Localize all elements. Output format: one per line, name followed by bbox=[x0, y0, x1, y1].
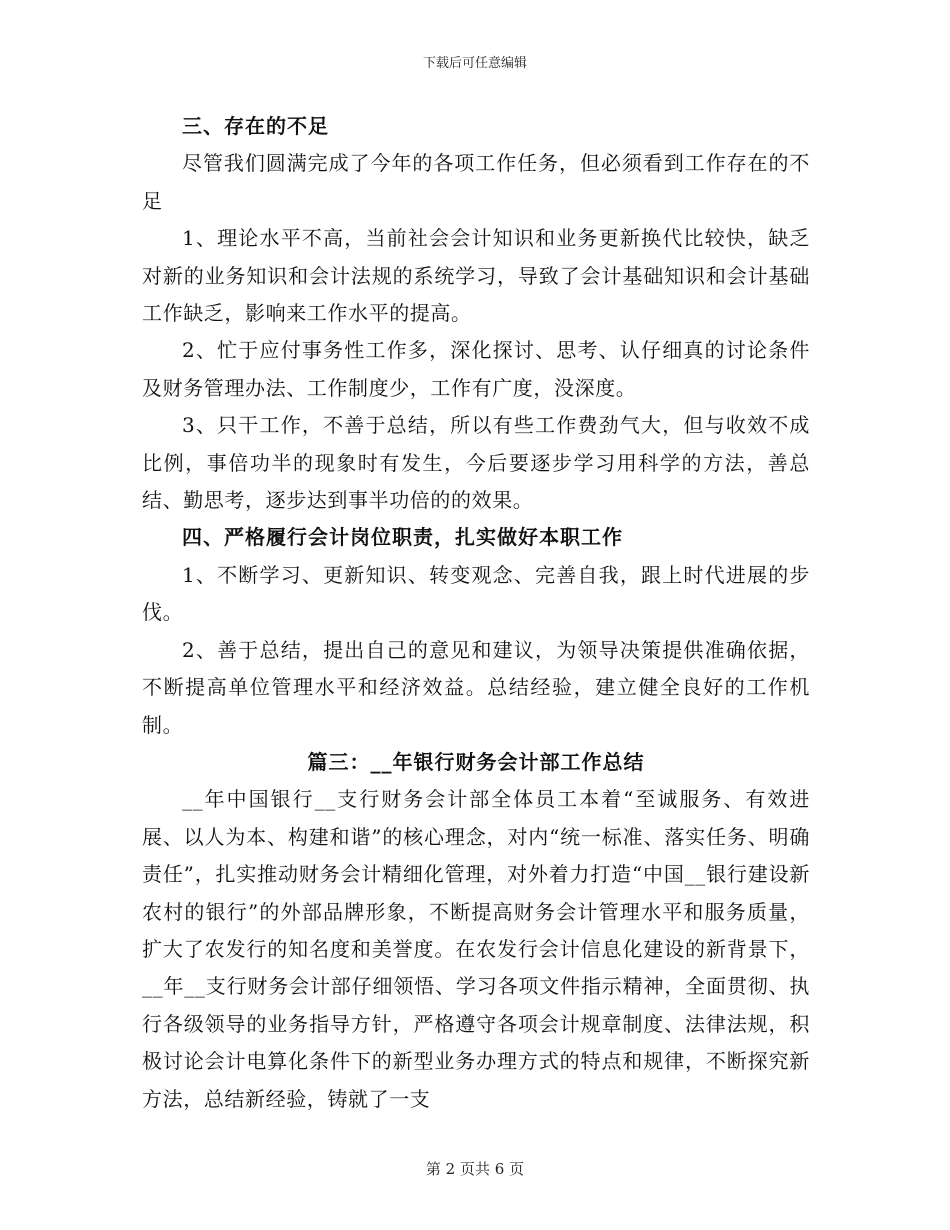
paragraph: 1、理论水平不高，当前社会会计知识和业务更新换代比较快，缺乏对新的业务知识和会计法规的系统学习，导致了会计基础知识和会计基础工作缺乏，影响来工作水平的提高。 bbox=[142, 226, 810, 326]
paragraph: 2、善于总结，提出自己的意见和建议，为领导决策提供准确依据，不断提高单位管理水平和经济效益。总结经验，建立健全良好的工作机制。 bbox=[142, 637, 810, 737]
paragraph: 尽管我们圆满完成了今年的各项工作任务，但必须看到工作存在的不足 bbox=[142, 151, 810, 213]
document-body bbox=[142, 108, 810, 1118]
paragraph: 2、忙于应付事务性工作多，深化探讨、思考、认仔细真的讨论条件及财务管理办法、工作制度少，工作有广度，没深度。 bbox=[142, 338, 810, 400]
section-heading: 四、严格履行会计岗位职责，扎实做好本职工作 bbox=[182, 525, 623, 550]
article-title: 篇三：__年银行财务会计部工作总结 bbox=[307, 749, 645, 774]
page-footer: 第 2 页共 6 页 bbox=[425, 1160, 525, 1178]
page-header: 下载后可任意编辑 bbox=[422, 56, 527, 71]
paragraph: __年中国银行__支行财务会计部全体员工本着“至诚服务、有效进展、以人为本、构建和谐”的核心理念，对内“统一标准、落实任务、明确责任”，扎实推动财务会计精细化管理，对外着力打造“中国__银行建设新农村的银行”的外部品牌形象，不断提高财务会计管理水平和服务质量，扩大了农发行的知名度和美誉度。在农发行会计信息化建设的新背景下，__年__支行财务会计部仔细领悟、学习各项文件指示精神，全面贯彻、执行各级领导的业务指导方针，严格遵守各项会计规章制度、法律法规，积极讨论会计电算化条件下的新型业务办理方式的特点和规律，不断探究新方法，总结新经验，铸就了一支 bbox=[142, 787, 810, 1111]
section-heading: 三、存在的不足 bbox=[182, 114, 329, 138]
paragraph: 3、只干工作，不善于总结，所以有些工作费劲气大，但与收效不成比例，事倍功半的现象时有发生，今后要逐步学习用科学的方法，善总结、勤思考，逐步达到事半功倍的的效果。 bbox=[142, 413, 810, 513]
paragraph: 1、不断学习、更新知识、转变观念、完善自我，跟上时代进展的步伐。 bbox=[142, 562, 810, 625]
